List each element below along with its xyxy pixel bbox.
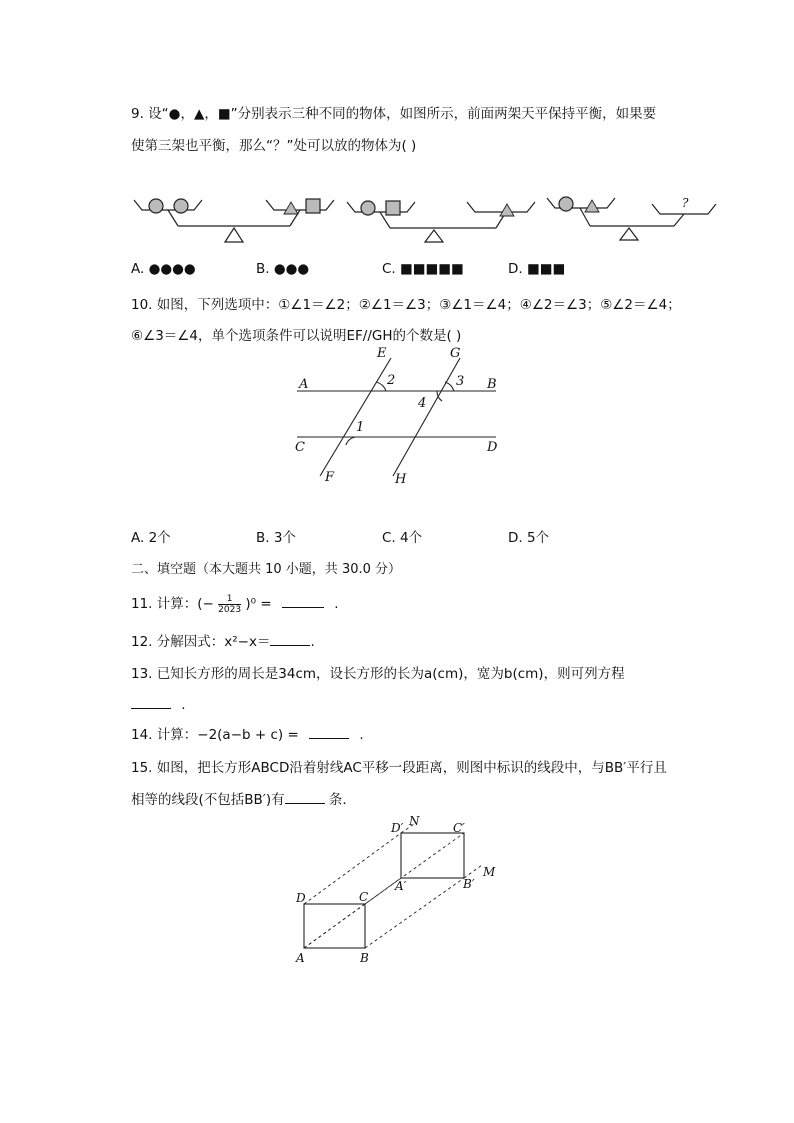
q13-line1: 13. 已知长方形的周长是34cm，设长方形的长为a(cm)，宽为b(cm)，则可列方程 — [131, 666, 625, 682]
angle-label-1: 1 — [356, 420, 365, 435]
q11 — [131, 592, 339, 615]
q15-line1: 15. 如图，把长方形ABCD沿着射线AC平移一段距离，则图中标识的线段中，与BB′平行且 — [131, 760, 667, 776]
label-c: C — [359, 890, 369, 904]
segment-ccp — [365, 833, 464, 904]
balance-scales-figure — [0, 190, 794, 270]
q13-line2 — [131, 694, 186, 713]
q12 — [131, 630, 315, 650]
label-b: B — [487, 377, 497, 392]
q11-end: . — [334, 596, 339, 612]
section-2-heading: 二、填空题（本大题共 10 小题，共 30.0 分） — [131, 562, 402, 577]
q11-numerator: 1 — [218, 594, 241, 605]
label-b-prime: B′ — [463, 877, 475, 891]
q15-answer-blank[interactable] — [285, 789, 325, 804]
q12-text: 12. 分解因式：x²−x＝ — [131, 634, 271, 650]
q13-end: . — [181, 697, 186, 713]
q12-end: . — [310, 634, 315, 650]
label-c: C — [295, 440, 305, 455]
label-m: M — [483, 865, 496, 879]
label-e: E — [377, 346, 387, 361]
q13-answer-blank[interactable] — [131, 694, 171, 709]
q15-line2-end: 条. — [328, 792, 347, 808]
label-d: D — [296, 891, 306, 905]
q12-answer-blank[interactable] — [270, 631, 310, 646]
angle-label-4: 4 — [418, 396, 427, 411]
label-f: F — [325, 470, 335, 485]
balance-scale-1 — [134, 199, 334, 242]
q11-fraction — [218, 594, 241, 615]
q14-text: 14. 计算：−2(a−b + c) = — [131, 727, 299, 743]
label-n: N — [409, 814, 420, 828]
q10-option-a: A. 2个 — [131, 530, 171, 546]
label-a-prime: A′ — [395, 879, 407, 893]
balance-scale-2 — [347, 201, 535, 242]
label-b: B — [360, 951, 369, 965]
angle-label-2: 2 — [387, 373, 396, 388]
rectangle-translation-figure — [290, 812, 520, 967]
segment-ac — [304, 904, 365, 948]
label-c-prime: C′ — [453, 821, 465, 835]
q10-line1: 10. 如图，下列选项中：①∠1＝∠2；②∠1＝∠3；③∠1＝∠4；④∠2＝∠3；⑤∠2＝∠4； — [131, 297, 681, 313]
q9-option-a: A. ●●●● — [131, 261, 196, 277]
line-gh — [393, 358, 460, 476]
q15-line2 — [131, 788, 347, 808]
label-d: D — [487, 440, 498, 455]
q9-option-d: D. ■■■ — [508, 261, 566, 277]
q10-option-c: C. 4个 — [382, 530, 423, 546]
segment-ddp — [304, 833, 401, 904]
q9-option-c: C. ■■■■■ — [382, 261, 464, 277]
line-ef — [320, 358, 391, 476]
q14 — [131, 723, 364, 743]
segment-bbp — [365, 878, 464, 948]
label-a: A — [299, 377, 309, 392]
q10-option-b: B. 3个 — [256, 530, 296, 546]
q11-suffix: )⁰ = — [245, 596, 272, 612]
label-d-prime: D′ — [391, 821, 404, 835]
q11-prefix: 11. 计算：(− — [131, 596, 214, 612]
label-g: G — [450, 346, 461, 361]
angle-label-3: 3 — [456, 374, 465, 389]
q9-line1: 9. 设“●，▲，■”分别表示三种不同的物体，如图所示，前面两架天平保持平衡，如果要 — [131, 106, 657, 122]
q9-line2: 使第三架也平衡，那么“？”处可以放的物体为( ) — [131, 138, 417, 154]
q11-answer-blank[interactable] — [282, 593, 324, 608]
q10-line2: ⑥∠3＝∠4，单个选项条件可以说明EF//GH的个数是( ) — [131, 328, 462, 344]
parallel-lines-figure — [290, 343, 550, 493]
label-h: H — [395, 472, 407, 487]
q11-denominator: 2023 — [218, 604, 242, 615]
unknown-object-mark: ? — [682, 196, 689, 210]
q10-option-d: D. 5个 — [508, 530, 550, 546]
q9-option-b: B. ●●● — [256, 261, 310, 277]
q14-end: . — [359, 727, 364, 743]
q14-answer-blank[interactable] — [309, 724, 349, 739]
label-a: A — [296, 951, 305, 965]
q15-line2-text: 相等的线段(不包括BB′)有 — [131, 792, 285, 808]
balance-scale-3 — [547, 197, 716, 240]
